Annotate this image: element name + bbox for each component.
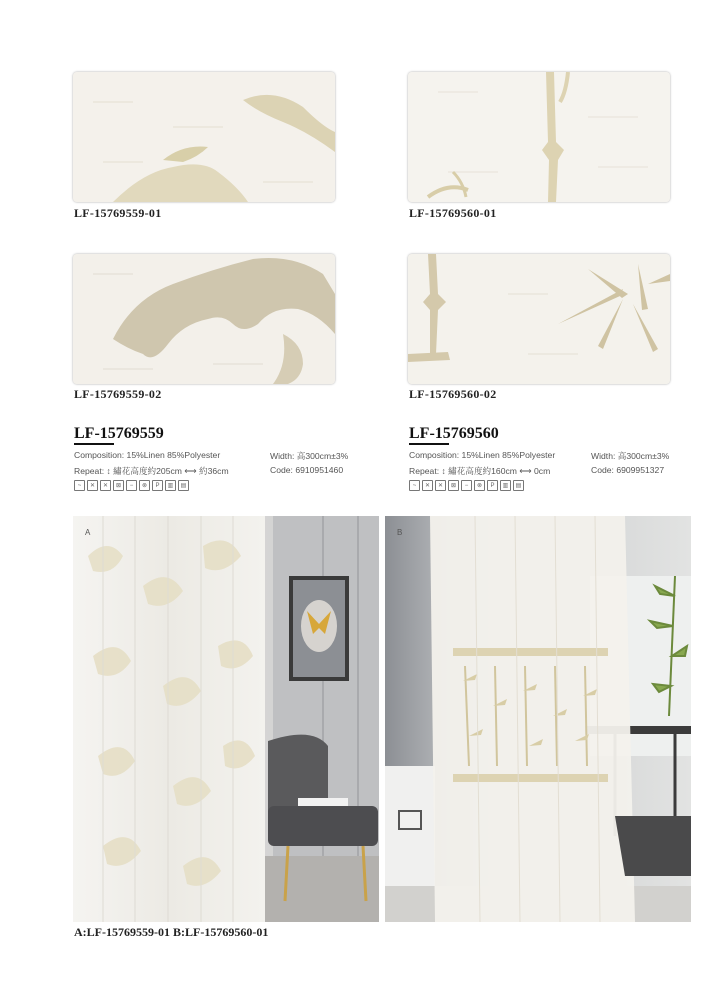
hang-dry-icon: ▤ xyxy=(513,480,524,491)
shade-dry-icon: ▥ xyxy=(165,480,176,491)
wash-icon: ~ xyxy=(409,480,420,491)
p-icon: P xyxy=(487,480,498,491)
swatch-code-label: LF-15769560-01 xyxy=(409,206,497,220)
swatch-560-02 xyxy=(408,254,670,384)
shade-dry-icon: ▥ xyxy=(500,480,511,491)
dry-flat-icon: − xyxy=(461,480,472,491)
composition-text: Composition: 15%Linen 85%Polyester xyxy=(74,450,221,460)
composition-text: Composition: 15%Linen 85%Polyester xyxy=(409,450,556,460)
no-dryclean-icon: ⊗ xyxy=(474,480,485,491)
swatch-560-01 xyxy=(408,72,670,202)
no-iron-icon: ✕ xyxy=(100,480,111,491)
repeat-text: Repeat: ↕ 繡花高度約205cm ⟷ 約36cm xyxy=(74,466,229,476)
no-tumble-dry-icon: ⊠ xyxy=(113,480,124,491)
care-icons xyxy=(74,480,189,491)
product-title: LF-15769560 xyxy=(409,425,499,442)
swatch-code-label: LF-15769559-02 xyxy=(74,387,162,401)
photo-tag: B xyxy=(397,528,403,537)
hang-dry-icon: ▤ xyxy=(178,480,189,491)
room-photo-b xyxy=(385,516,691,922)
width-text: Width: 高300cm±3% xyxy=(270,451,349,461)
swatch-code-label: LF-15769560-02 xyxy=(409,387,497,401)
no-tumble-dry-icon: ⊠ xyxy=(448,480,459,491)
no-bleach-icon: ✕ xyxy=(422,480,433,491)
photo-caption: A:LF-15769559-01 B:LF-15769560-01 xyxy=(74,925,269,939)
swatch-code-label: LF-15769559-01 xyxy=(74,206,162,220)
dry-flat-icon: − xyxy=(126,480,137,491)
photo-tag: A xyxy=(85,528,91,537)
p-icon: P xyxy=(152,480,163,491)
care-icons xyxy=(409,480,524,491)
no-dryclean-icon: ⊗ xyxy=(139,480,150,491)
swatch-559-01 xyxy=(73,72,335,202)
width-text: Width: 高300cm±3% xyxy=(591,451,670,461)
code-text: Code: 6909951327 xyxy=(591,465,665,475)
no-iron-icon: ✕ xyxy=(435,480,446,491)
room-photo-a xyxy=(73,516,379,922)
wash-icon: ~ xyxy=(74,480,85,491)
product-title: LF-15769559 xyxy=(74,425,164,442)
repeat-text: Repeat: ↕ 繡花高度約160cm ⟷ 0cm xyxy=(409,466,551,476)
swatch-559-02 xyxy=(73,254,335,384)
code-text: Code: 6910951460 xyxy=(270,465,344,475)
no-bleach-icon: ✕ xyxy=(87,480,98,491)
